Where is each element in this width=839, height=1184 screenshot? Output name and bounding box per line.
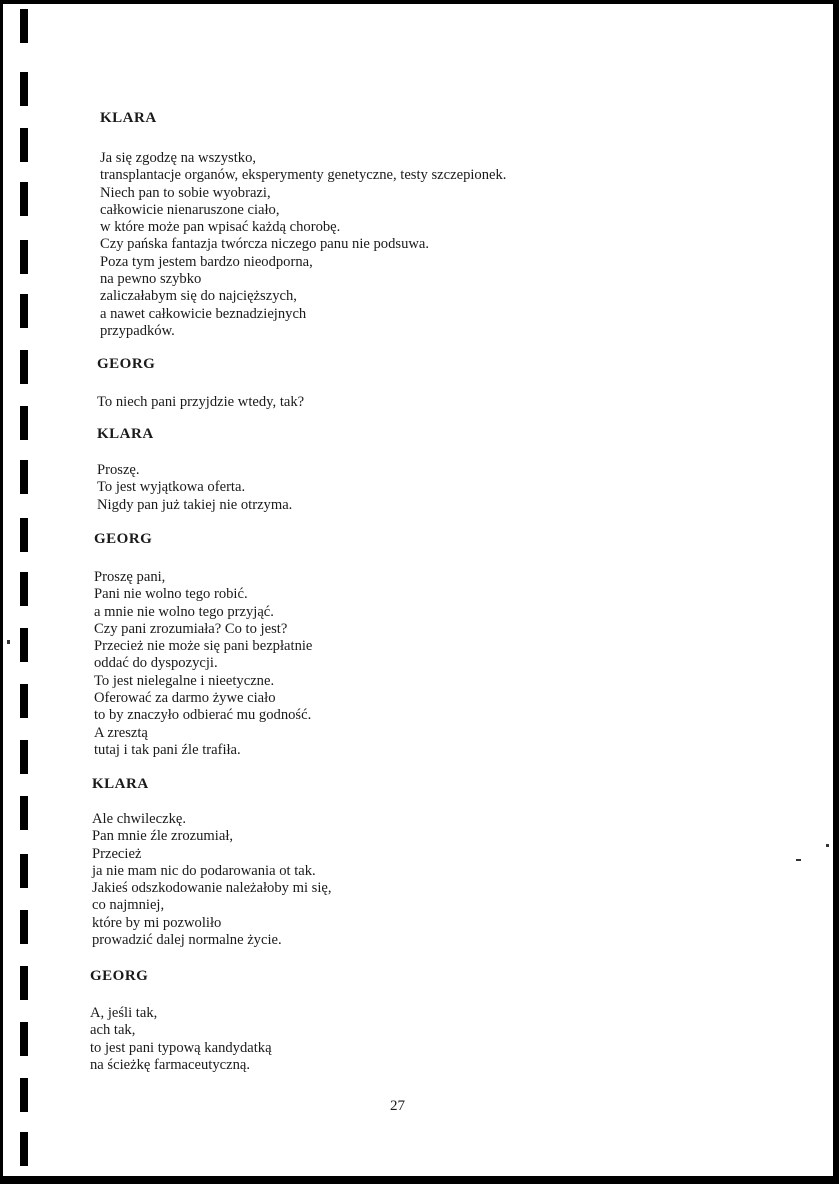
dialogue-line: transplantacje organów, eksperymenty genetyczne, testy szczepionek. bbox=[100, 167, 507, 184]
dialogue-line: a mnie nie wolno tego przyjąć. bbox=[94, 603, 274, 620]
speaker-name: GEORG bbox=[94, 531, 153, 547]
dialogue-line: Poza tym jestem bardzo nieodporna, bbox=[100, 253, 313, 270]
dialogue-line: ach tak, bbox=[90, 1022, 136, 1039]
speaker-name: KLARA bbox=[92, 776, 149, 792]
dialogue-line: prowadzić dalej normalne życie. bbox=[92, 932, 282, 949]
dialogue-line: Ale chwileczkę. bbox=[92, 811, 186, 827]
dialogue-line: ja nie mam nic do podarowania ot tak. bbox=[92, 862, 316, 879]
dialogue-line: na pewno szybko bbox=[100, 271, 202, 288]
dialogue-line: Nigdy pan już takiej nie otrzyma. bbox=[97, 496, 293, 513]
dialogue-line: Czy pańska fantazja twórcza niczego panu nie podsuwa. bbox=[100, 236, 430, 253]
dialogue-line: które by mi pozwoliło bbox=[92, 914, 222, 931]
dialogue-line: Przecież bbox=[92, 845, 142, 862]
dialogue-line: To jest wyjątkowa oferta. bbox=[97, 479, 246, 496]
dialogue-line: co najmniej, bbox=[92, 897, 165, 914]
dialogue-line: To niech pani przyjdzie wtedy, tak? bbox=[97, 394, 305, 410]
dialogue-lines bbox=[94, 569, 312, 759]
speaker-name: KLARA bbox=[97, 426, 154, 442]
dialogue-line: Jakieś odszkodowanie należałoby mi się, bbox=[92, 880, 332, 897]
dialogue-lines bbox=[100, 150, 506, 340]
dialogue-line: w które może pan wpisać każdą chorobę. bbox=[100, 219, 341, 236]
scan-speck bbox=[7, 640, 10, 644]
dialogue-line: całkowicie nienaruszone ciało, bbox=[100, 201, 280, 218]
dialogue-line: A zresztą bbox=[94, 724, 148, 741]
speaker-name: KLARA bbox=[100, 110, 157, 126]
dialogue-line: Ja się zgodzę na wszystko, bbox=[100, 150, 257, 166]
dialogue-line: a nawet całkowicie beznadziejnych bbox=[100, 305, 307, 322]
speaker-name: GEORG bbox=[97, 356, 156, 372]
dialogue-lines bbox=[90, 1005, 272, 1074]
dialogue-line: A, jeśli tak, bbox=[90, 1005, 158, 1021]
dialogue-line: Pan mnie źle zrozumiał, bbox=[92, 828, 234, 845]
dialogue-line: oddać do dyspozycji. bbox=[94, 655, 218, 672]
dialogue-line: Proszę pani, bbox=[94, 569, 166, 585]
dialogue-line: to jest pani typową kandydatką bbox=[90, 1039, 272, 1056]
page-number: 27 bbox=[390, 1098, 405, 1114]
dialogue-line: tutaj i tak pani źle trafiła. bbox=[94, 741, 241, 758]
dialogue-line: Pani nie wolno tego robić. bbox=[94, 586, 248, 603]
dialogue-line: Czy pani zrozumiała? Co to jest? bbox=[94, 620, 288, 637]
dialogue-line: na ścieżkę farmaceutyczną. bbox=[90, 1056, 251, 1073]
dialogue-line: zaliczałabym się do najcięższych, bbox=[100, 288, 297, 305]
dialogue-line: Oferować za darmo żywe ciało bbox=[94, 690, 276, 707]
dialogue-line: To jest nielegalne i nieetyczne. bbox=[94, 672, 275, 689]
dialogue-line: Proszę. bbox=[97, 462, 140, 478]
dialogue-line: Przecież nie może się pani bezpłatnie bbox=[94, 638, 313, 655]
document-page bbox=[3, 4, 833, 1176]
scan-speck bbox=[796, 859, 801, 861]
dialogue-line: to by znaczyło odbierać mu godność. bbox=[94, 707, 312, 724]
script-text bbox=[3, 4, 833, 1176]
scan-speck bbox=[826, 844, 829, 847]
dialogue-line: przypadków. bbox=[100, 322, 175, 339]
dialogue-line: Niech pan to sobie wyobrazi, bbox=[100, 184, 271, 201]
dialogue-lines bbox=[97, 394, 304, 411]
dialogue-lines bbox=[92, 811, 332, 949]
speaker-name: GEORG bbox=[90, 968, 149, 984]
dialogue-lines bbox=[97, 462, 292, 514]
